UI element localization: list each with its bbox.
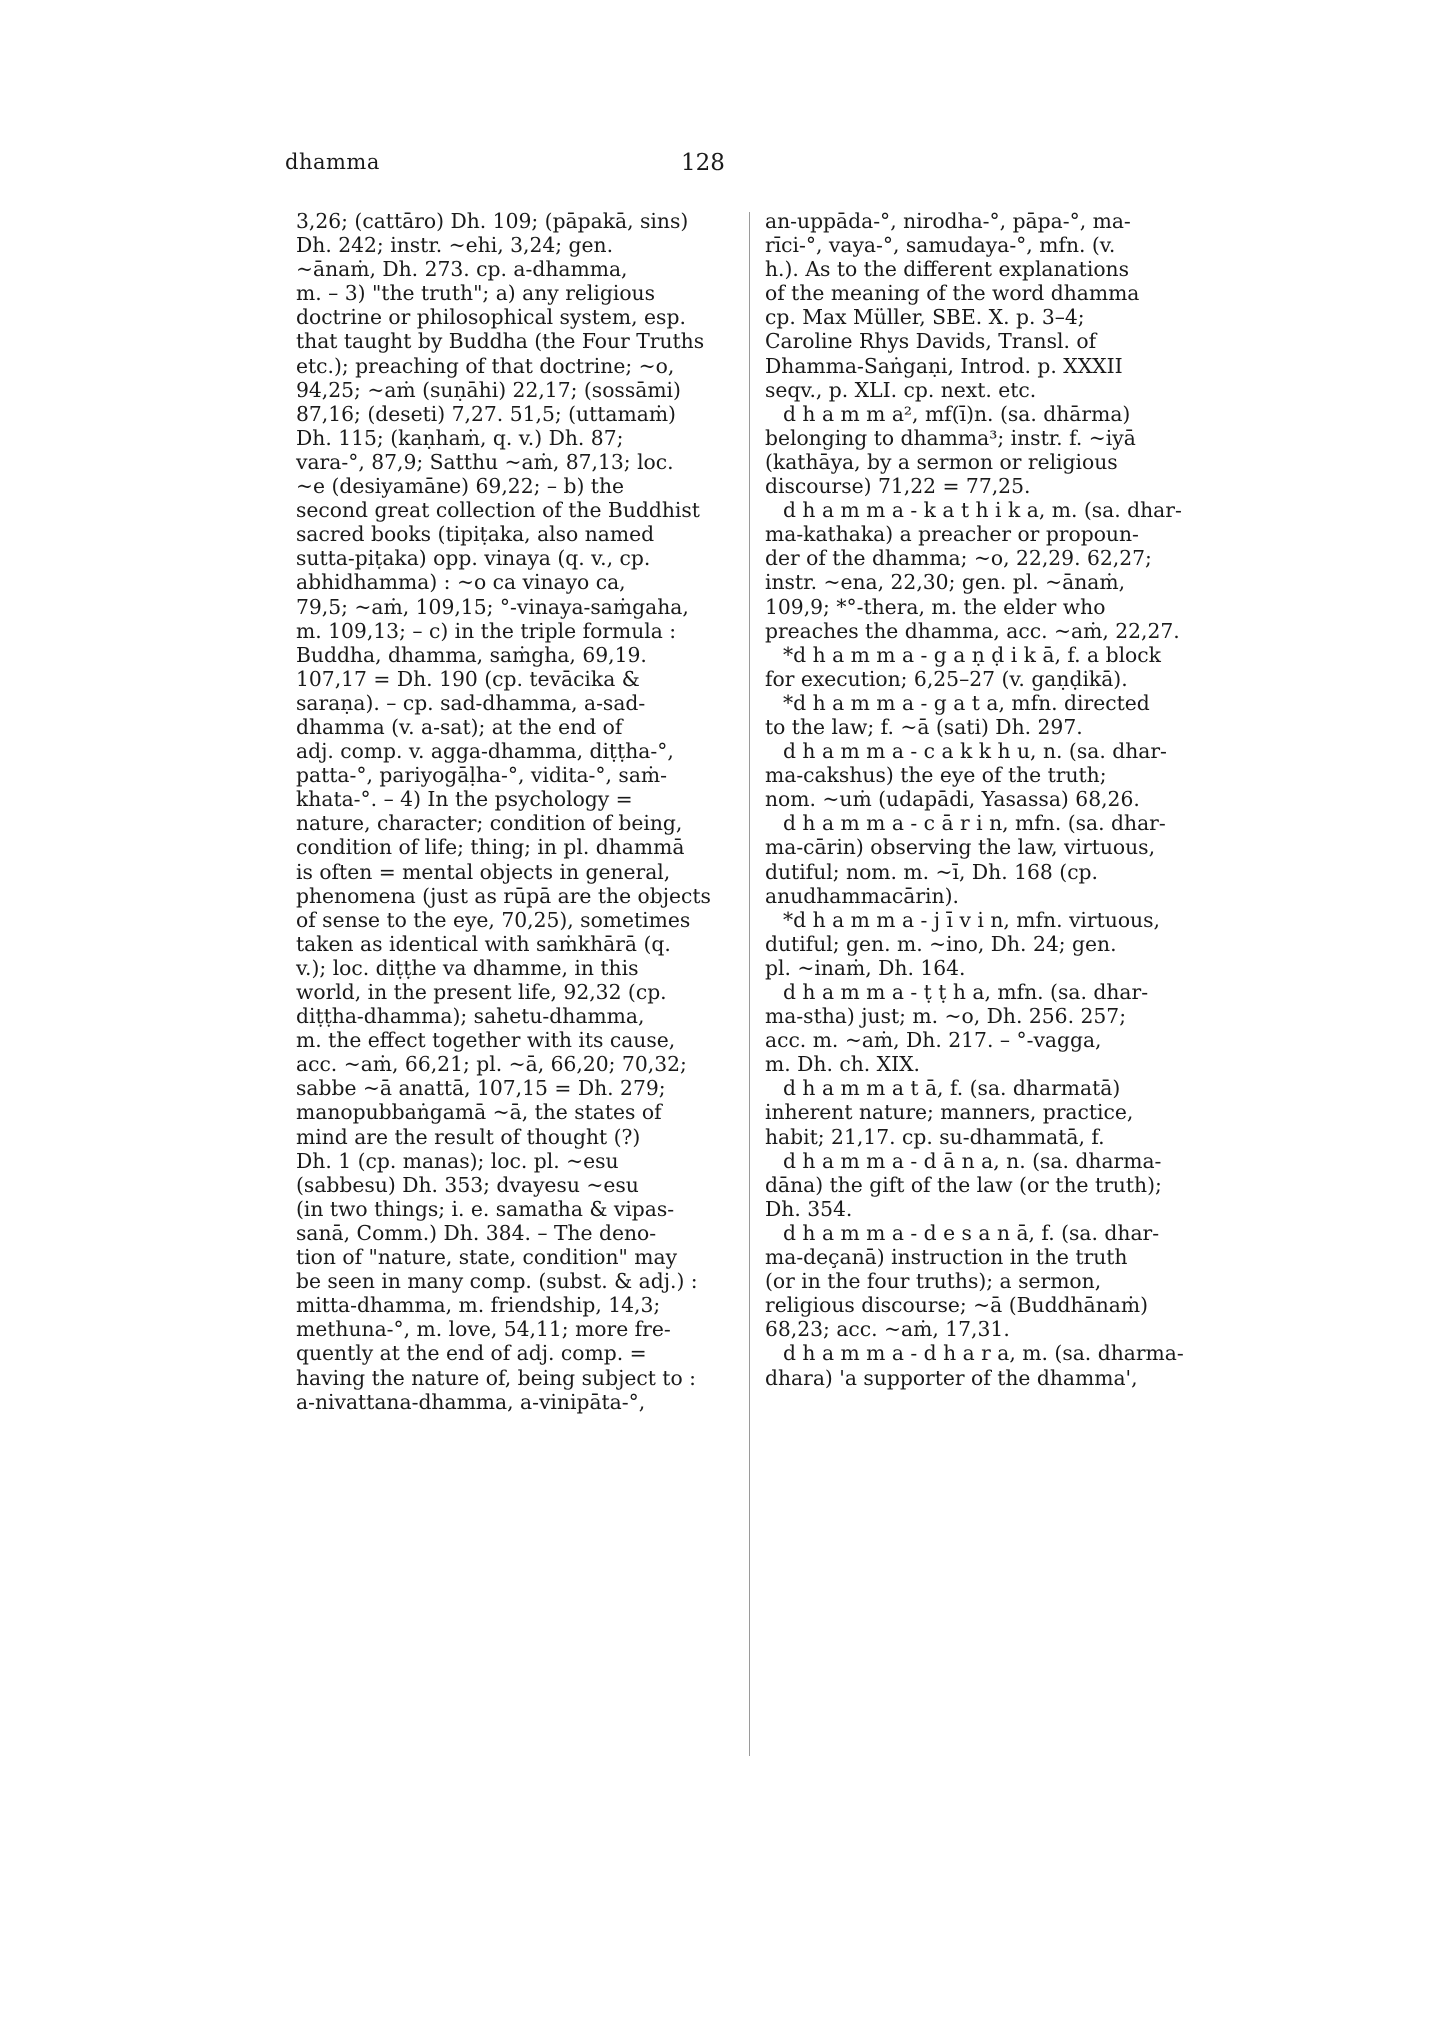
left-column-line: tion of "nature, state, condition" may <box>296 1245 678 1270</box>
right-column-line: instr. ~ena, 22,30; gen. pl. ~ānaṁ, <box>765 570 1126 595</box>
left-column-line: 87,16; (deseti) 7,27. 51,5; (uttamaṁ) <box>296 401 676 426</box>
entry-headword-line: d h a m m a - c a k k h u, n. (sa. dhar- <box>783 739 1167 764</box>
right-column-line: dutiful; nom. m. ~ī, Dh. 168 (cp. <box>765 859 1098 884</box>
left-column-line: patta-°, pariyogāḷha-°, vidita-°, saṁ- <box>296 763 668 788</box>
right-column-line: 109,9; *°-thera, m. the elder who <box>765 594 1106 619</box>
right-column-line: dutiful; gen. m. ~ino, Dh. 24; gen. <box>765 931 1117 956</box>
left-column-line: mitta-dhamma, m. friendship, 14,3; <box>296 1293 661 1318</box>
right-column-line: dhara) 'a supporter of the dhamma', <box>765 1365 1138 1390</box>
right-column-line: pl. ~inaṁ, Dh. 164. <box>765 955 966 980</box>
left-column-line: 107,17 = Dh. 190 (cp. tevācika & <box>296 666 640 691</box>
right-column-line: inherent nature; manners, practice, <box>765 1100 1134 1125</box>
running-head <box>0 150 1440 184</box>
left-column-line: (in two things; i. e. samatha & vipas- <box>296 1196 675 1221</box>
left-column-line: quently at the end of adj. comp. = <box>296 1341 647 1366</box>
entry-headword-line: d h a m m a - ṭ ṭ h a, mfn. (sa. dhar- <box>783 980 1149 1004</box>
entry-headword-line: d h a m m a - d ā n a, n. (sa. dharma- <box>783 1148 1162 1173</box>
right-column-line: Dh. 354. <box>765 1196 853 1221</box>
right-column-line: preaches the dhamma, acc. ~aṁ, 22,27. <box>765 618 1180 643</box>
left-column <box>296 209 732 1414</box>
right-column-line: (kathāya, by a sermon or religious <box>765 449 1118 474</box>
right-column-line: der of the dhamma; ~o, 22,29. 62,27; <box>765 546 1152 571</box>
entry-headword-line: d h a m m a t ā, f. (sa. dharmatā) <box>783 1076 1121 1101</box>
left-column-line: abhidhamma) : ~o ca vinayo ca, <box>296 570 626 595</box>
left-column-line: dhamma (v. a-sat); at the end of <box>296 714 623 739</box>
right-column-line: h.). As to the different explanations <box>765 257 1129 282</box>
left-column-line: ~ānaṁ, Dh. 273. cp. a-dhamma, <box>296 257 628 282</box>
right-column-line: religious discourse; ~ā (Buddhānaṁ) <box>765 1293 1148 1318</box>
entry-headword-line: *d h a m m a - j ī v i n, mfn. virtuous, <box>783 907 1160 932</box>
left-column-line: sanā, Comm.) Dh. 384. – The deno- <box>296 1220 657 1245</box>
right-column-line: an-uppāda-°, nirodha-°, pāpa-°, ma- <box>765 209 1131 233</box>
left-column-line: diṭṭha-dhamma); sahetu-dhamma, <box>296 1004 645 1029</box>
right-column-line: (or in the four truths); a sermon, <box>765 1269 1102 1294</box>
left-column-line: ~e (desiyamāne) 69,22; – b) the <box>296 474 625 499</box>
right-column-line: ma-cakshus) the eye of the truth; <box>765 763 1107 788</box>
left-column-line: a-nivattana-dhamma, a-vinipāta-°, <box>296 1389 646 1414</box>
left-column-line: Buddha, dhamma, saṁgha, 69,19. <box>296 642 647 667</box>
right-column-line: of the meaning of the word dhamma <box>765 281 1140 306</box>
right-column-line: ma-deçanā) instruction in the truth <box>765 1245 1128 1270</box>
right-column-line: acc. m. ~aṁ, Dh. 217. – °-vagga, <box>765 1028 1102 1053</box>
left-column-line: adj. comp. v. agga-dhamma, diṭṭha-°, <box>296 739 674 764</box>
left-column-line: condition of life; thing; in pl. dhammā <box>296 835 685 860</box>
left-column-line: mind are the result of thought (?) <box>296 1124 641 1149</box>
right-column-line: ma-cārin) observing the law, virtuous, <box>765 835 1156 860</box>
right-column-line: habit; 21,17. cp. su-dhammatā, f. <box>765 1124 1105 1149</box>
left-column-line: 79,5; ~aṁ, 109,15; °-vinaya-saṁgaha, <box>296 594 689 619</box>
left-column-line: Dh. 115; (kaṇhaṁ, q. v.) Dh. 87; <box>296 425 624 450</box>
left-column-line: phenomena (just as rūpā are the objects <box>296 883 711 908</box>
entry-headword-line: d h a m m a², mf(ī)n. (sa. dhārma) <box>783 401 1131 426</box>
left-column-line: second great collection of the Buddhist <box>296 498 700 523</box>
right-column-line: seqv., p. XLI. cp. next. etc. <box>765 377 1037 402</box>
left-column-line: Dh. 242; instr. ~ehi, 3,24; gen. <box>296 233 614 258</box>
left-column-line: m. – 3) "the truth"; a) any religious <box>296 281 656 306</box>
running-headword: dhamma <box>285 150 380 174</box>
left-column-line: nature, character; condition of being, <box>296 811 683 836</box>
right-column-line: 68,23; acc. ~aṁ, 17,31. <box>765 1317 1010 1342</box>
left-column-line: sutta-piṭaka) opp. vinaya (q. v., cp. <box>296 546 651 571</box>
right-column-line: for execution; 6,25–27 (v. gaṇḍikā). <box>765 666 1128 691</box>
right-column-line: m. Dh. ch. XIX. <box>765 1052 920 1077</box>
left-column-line: sacred books (tipiṭaka, also named <box>296 522 655 547</box>
right-column-line: rīci-°, vaya-°, samudaya-°, mfn. (v. <box>765 233 1116 258</box>
entry-headword-line: d h a m m a - c ā r i n, mfn. (sa. dhar- <box>783 811 1166 836</box>
left-column-line: v.); loc. diṭṭhe va dhamme, in this <box>296 955 639 980</box>
left-column-line: world, in the present life, 92,32 (cp. <box>296 980 667 1004</box>
left-column-line: m. the effect together with its cause, <box>296 1028 676 1053</box>
left-column-line: be seen in many comp. (subst. & adj.) : <box>296 1269 698 1294</box>
left-column-line: Dh. 1 (cp. manas); loc. pl. ~esu <box>296 1148 619 1173</box>
entry-headword-line: d h a m m a - d h a r a, m. (sa. dharma- <box>783 1341 1184 1366</box>
left-column-line: manopubbaṅgamā ~ā, the states of <box>296 1100 662 1125</box>
left-column-line: is often = mental objects in general, <box>296 859 671 884</box>
right-column <box>765 209 1218 1390</box>
entry-headword-line: d h a m m a - d e s a n ā, f. (sa. dhar- <box>783 1220 1160 1245</box>
left-column-line: that taught by Buddha (the Four Truths <box>296 329 705 354</box>
left-column-line: doctrine or philosophical system, esp. <box>296 305 686 330</box>
left-column-line: having the nature of, being subject to : <box>296 1365 696 1390</box>
left-column-line: saraṇa). – cp. sad-dhamma, a-sad- <box>296 690 646 715</box>
right-column-line: cp. Max Müller, SBE. X. p. 3–4; <box>765 305 1085 330</box>
right-column-line: dāna) the gift of the law (or the truth); <box>765 1172 1162 1197</box>
entry-headword-line: d h a m m a - k a t h i k a, m. (sa. dhar- <box>783 498 1182 523</box>
entry-headword-line: *d h a m m a - g a t a, mfn. directed <box>783 690 1150 715</box>
left-column-line: acc. ~aṁ, 66,21; pl. ~ā, 66,20; 70,32; <box>296 1052 687 1077</box>
left-column-line: sabbe ~ā anattā, 107,15 = Dh. 279; <box>296 1076 666 1101</box>
right-column-line: Dhamma-Saṅgaṇi, Introd. p. XXXII <box>765 353 1123 378</box>
right-column-line: ma-kathaka) a preacher or propoun- <box>765 522 1139 547</box>
left-column-line: (sabbesu) Dh. 353; dvayesu ~esu <box>296 1172 639 1197</box>
left-column-line: methuna-°, m. love, 54,11; more fre- <box>296 1317 671 1342</box>
right-column-line: Caroline Rhys Davids, Transl. of <box>765 329 1097 354</box>
column-divider <box>749 212 750 1756</box>
right-column-line: ma-stha) just; m. ~o, Dh. 256. 257; <box>765 1004 1127 1029</box>
left-column-line: vara-°, 87,9; Satthu ~aṁ, 87,13; loc. <box>296 449 674 474</box>
left-column-line: m. 109,13; – c) in the triple formula : <box>296 618 677 643</box>
right-column-line: belonging to dhamma³; instr. f. ~iyā <box>765 425 1136 450</box>
left-column-line: taken as identical with saṁkhārā (q. <box>296 931 671 956</box>
left-column-line: of sense to the eye, 70,25), sometimes <box>296 907 691 932</box>
left-column-line: etc.); preaching of that doctrine; ~o, <box>296 353 675 378</box>
right-column-line: anudhammacārin). <box>765 883 959 908</box>
page-number: 128 <box>681 150 725 176</box>
right-column-line: to the law; f. ~ā (sati) Dh. 297. <box>765 714 1083 739</box>
left-column-line: 3,26; (cattāro) Dh. 109; (pāpakā, sins) <box>296 209 689 233</box>
left-column-line: khata-°. – 4) In the psychology = <box>296 787 633 812</box>
right-column-line: discourse) 71,22 = 77,25. <box>765 474 1031 499</box>
left-column-line: 94,25; ~aṁ (suṇāhi) 22,17; (sossāmi) <box>296 377 681 402</box>
entry-headword-line: *d h a m m a - g a ṇ ḍ i k ā, f. a block <box>783 642 1161 667</box>
right-column-line: nom. ~uṁ (udapādi, Yasassa) 68,26. <box>765 787 1140 812</box>
